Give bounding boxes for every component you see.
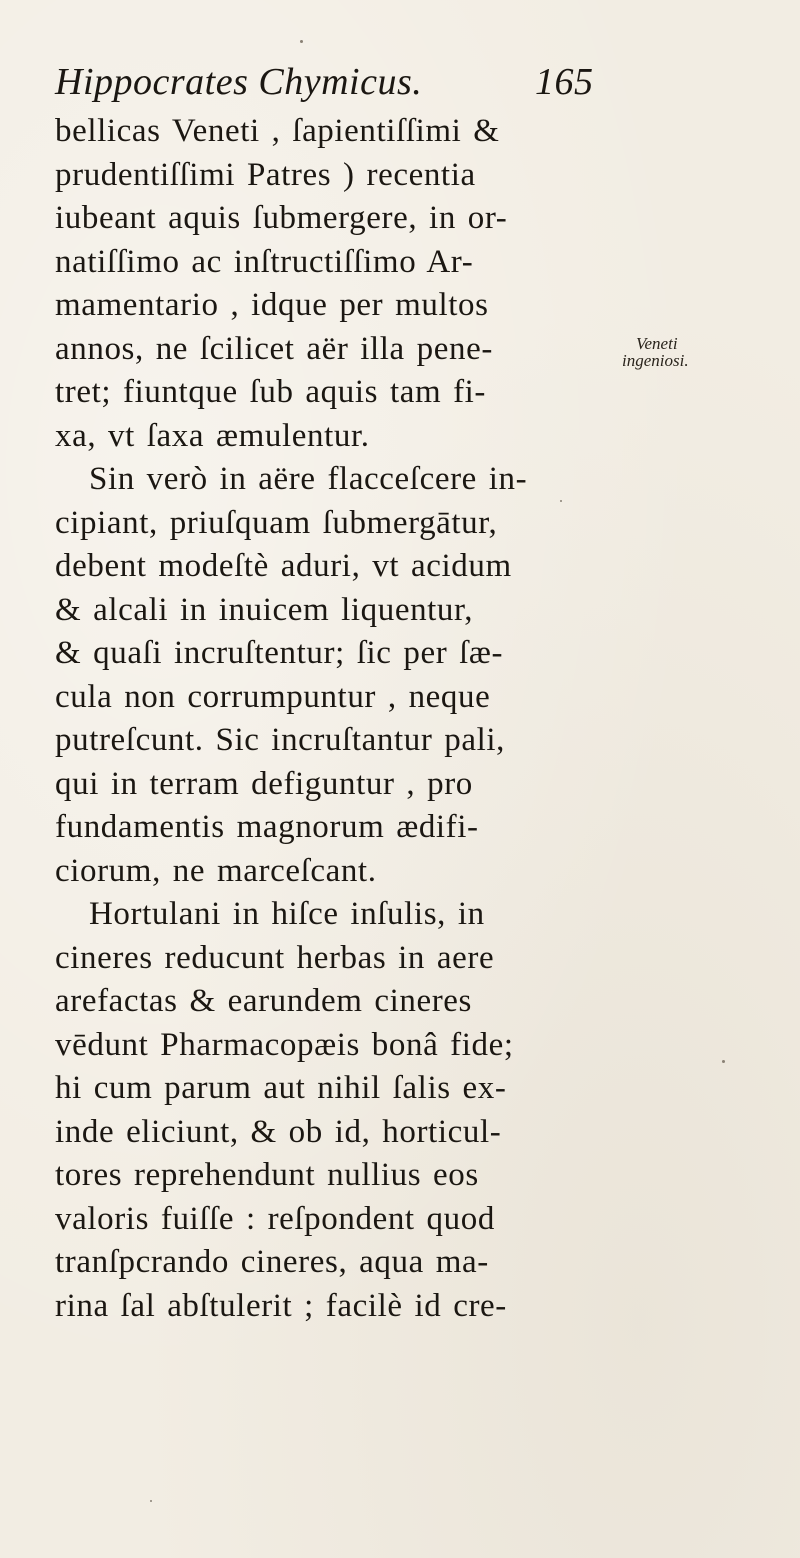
text-line-21: arefactas & earundem cineres [55, 983, 472, 1019]
text-line-4: natiſſimo ac inſtructiſſimo Ar- [55, 243, 474, 280]
text-line-24: inde eliciunt, & ob id, horticul- [55, 1113, 502, 1150]
text-line-1: bellicas Veneti , ſapientiſſimi & [55, 113, 500, 149]
paper-speck [300, 40, 303, 43]
text-line-28: rina ſal abſtulerit ; facilè id cre- [55, 1287, 507, 1324]
marginal-note-line-2: ingeniosi. [622, 351, 689, 370]
text-line-11: debent modeſtè aduri, vt acidum [55, 548, 512, 584]
paper-speck [150, 1500, 152, 1502]
text-line-15: putreſcunt. Sic incruſtantur pali, [55, 722, 506, 758]
page-number: 165 [535, 61, 594, 103]
text-line-2: prudentiſſimi Patres ) recentia [55, 156, 476, 193]
paper-speck [560, 500, 562, 502]
text-line-20: cineres reducunt herbas in aere [55, 939, 495, 976]
text-line-23: hi cum parum aut nihil ſalis ex- [55, 1070, 507, 1106]
body-text [55, 110, 605, 1328]
text-line-9: Sin verò in aëre flacceſcere in- [89, 461, 528, 497]
text-line-16: qui in terram defiguntur , pro [55, 765, 473, 802]
text-line-10: cipiant, priuſquam ſubmergātur, [55, 504, 498, 541]
text-line-12: & alcali in inuicem liquentur, [55, 591, 474, 628]
text-line-13: & quaſi incruſtentur; ſic per ſæ- [55, 635, 504, 671]
text-line-14: cula non corrumpuntur , neque [55, 678, 491, 715]
marginal-note-line-1: Veneti [636, 334, 678, 353]
marginal-note [622, 335, 742, 369]
text-line-27: tranſpcrando cineres, aqua ma- [55, 1244, 489, 1280]
text-line-7: tret; fiuntque ſub aquis tam fi- [55, 374, 487, 410]
page-header [55, 60, 615, 106]
paper-speck [722, 1060, 725, 1063]
text-line-25: tores reprehendunt nullius eos [55, 1157, 479, 1193]
text-line-3: iubeant aquis ſubmergere, in or- [55, 200, 508, 236]
text-line-8: xa, vt ſaxa æmulentur. [55, 417, 370, 454]
text-line-18: ciorum, ne marceſcant. [55, 852, 377, 889]
text-line-6: annos, ne ſcilicet aër illa pene- [55, 330, 493, 367]
text-line-19: Hortulani in hiſce inſulis, in [89, 896, 485, 932]
text-line-22: vēdunt Pharmacopæis bonâ fide; [55, 1026, 514, 1063]
text-line-17: fundamentis magnorum ædifi- [55, 809, 479, 845]
running-title: Hippocrates Chymicus. [55, 61, 423, 103]
text-line-5: mamentario , idque per multos [55, 287, 489, 323]
text-line-26: valoris fuiſſe : reſpondent quod [55, 1200, 495, 1237]
